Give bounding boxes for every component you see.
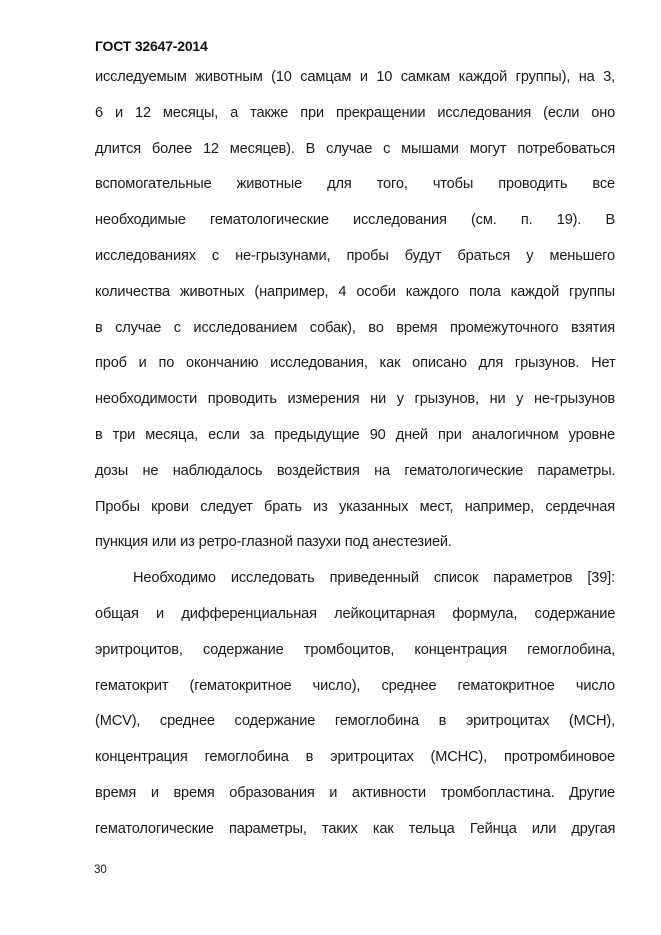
text-line: в три месяца, если за предыдущие 90 дней при аналогичном уровне: [95, 426, 615, 443]
text-line: 6 и 12 месяцы, а также при прекращении исследования (если оно: [95, 104, 616, 121]
text-line: исследуемым животным (10 самцам и 10 самкам каждой группы), на 3,: [95, 69, 615, 85]
text-line: гематологические параметры, таких как тельца Гейнца или другая: [95, 820, 616, 837]
text-line: дозы не наблюдалось воздействия на гематологические параметры.: [95, 462, 616, 479]
paragraph-1: [95, 60, 615, 561]
text-line: Необходимо исследовать приведенный список параметров [39]:: [133, 570, 615, 587]
text-line: необходимости проводить измерения ни у грызунов, ни у не-грызунов: [95, 391, 616, 408]
text-line: время и время образования и активности тромбопластина. Другие: [95, 784, 615, 801]
text-line: количества животных (например, 4 особи каждого пола каждой группы: [95, 283, 615, 300]
text-line: эритроцитов, содержание тромбоцитов, концентрация гемоглобина,: [95, 641, 616, 658]
text-line: вспомогательные животные для того, чтобы проводить все: [95, 176, 615, 193]
paragraph-2: [95, 561, 615, 847]
text-line: длится более 12 месяцев). В случае с мышами могут потребоваться: [95, 140, 616, 157]
document-body: [95, 60, 615, 848]
page-number: 30: [94, 864, 107, 876]
document-header: ГОСТ 32647-2014: [95, 38, 208, 54]
text-line: Пробы крови следует брать из указанных мест, например, сердечная: [95, 498, 615, 515]
text-line: проб и по окончанию исследования, как описано для грызунов. Нет: [95, 355, 616, 372]
text-line: гематокрит (гематокритное число), среднее гематокритное число: [95, 677, 615, 694]
text-line: в случае с исследованием собак), во время промежуточного взятия: [95, 319, 615, 336]
text-line: исследованиях с не-грызунами, пробы будут браться у меньшего: [95, 247, 615, 264]
text-line: концентрация гемоглобина в эритроцитах (MCHC), протромбиновое: [95, 749, 615, 766]
text-line: (MCV), среднее содержание гемоглобина в эритроцитах (MCH),: [95, 713, 615, 730]
text-line: пункция или из ретро-глазной пазухи под анестезией.: [95, 534, 452, 551]
text-line: общая и дифференциальная лейкоцитарная формула, содержание: [95, 605, 616, 622]
text-line: необходимые гематологические исследования (см. п. 19). В: [95, 212, 616, 229]
